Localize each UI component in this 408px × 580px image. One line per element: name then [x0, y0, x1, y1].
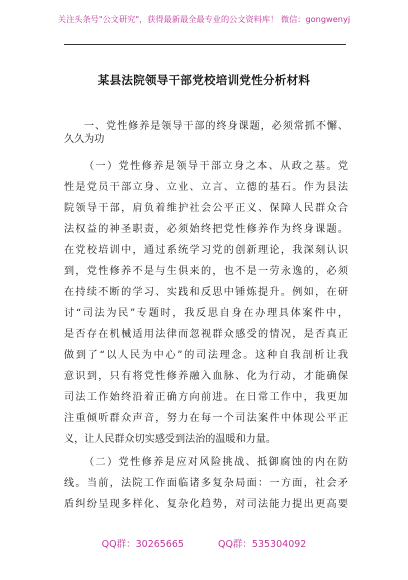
body-line: （二）党性修养是应对风险挑战、抵御腐蚀的内在防: [84, 457, 348, 468]
body-line: 院领导干部，肩负着维护社会公平正义、保障人民群众合: [64, 203, 348, 214]
qq-group-2: QQ群：535304092: [217, 539, 307, 550]
body-line: （一）党性修养是领导干部立身之本、从政之基。党: [84, 161, 348, 172]
body-line: 讨“司法为民”专题时，我反思自身在办理具体案件中，: [64, 308, 348, 319]
body-line: 做到了“以人民为中心”的司法理念。这种自我剖析让我: [64, 350, 348, 361]
body-line: 久久为功: [64, 134, 105, 145]
body-line: 意识到，只有将党性修养融入血脉、化为行动，才能确保: [64, 371, 348, 382]
footer: [0, 536, 408, 550]
body-line: 注重倾听群众声音，努力在每一个司法案件中体现公平正: [64, 413, 348, 424]
body-line: 性是党员干部立身、立业、立言、立德的基石。作为县法: [64, 182, 348, 193]
body-line: 一、党性修养是领导干部的终身课题，必须常抓不懈、: [84, 121, 348, 132]
body-line: 司法工作始终沿着正确方向前进。在日常工作中，我更加: [64, 392, 348, 403]
document-title: 某县法院领导干部党校培训党性分析材料: [97, 73, 311, 87]
body-line: 义，让人民群众切实感受到法治的温暖和力量。: [64, 434, 276, 445]
qq-group-1: QQ群：30265665: [101, 539, 184, 550]
body-line: 线。当前，法院工作面临诸多复杂局面：一方面，社会矛: [64, 478, 348, 489]
body-line: 法权益的神圣职责，必须始终把党性修养作为终身课题。: [64, 224, 348, 235]
header-divider: [64, 44, 346, 45]
promo-header: 关注头条号"公文研究"，获得最新最全最专业的公文资料库！ 微信：gongwenyj: [57, 14, 351, 24]
body-line: 盾纠纷呈现多样化、复杂化趋势，对司法能力提出更高要: [64, 499, 348, 510]
body-line: 在持续不断的学习、实践和反思中锤炼提升。例如，在研: [64, 287, 348, 298]
body-line: 是否存在机械适用法律而忽视群众感受的情况，是否真正: [64, 329, 348, 340]
body-line: 在党校培训中，通过系统学习党的创新理论，我深刻认识: [64, 245, 348, 256]
body-line: 到，党性修养不是与生俱来的，也不是一劳永逸的，必须: [64, 266, 348, 277]
